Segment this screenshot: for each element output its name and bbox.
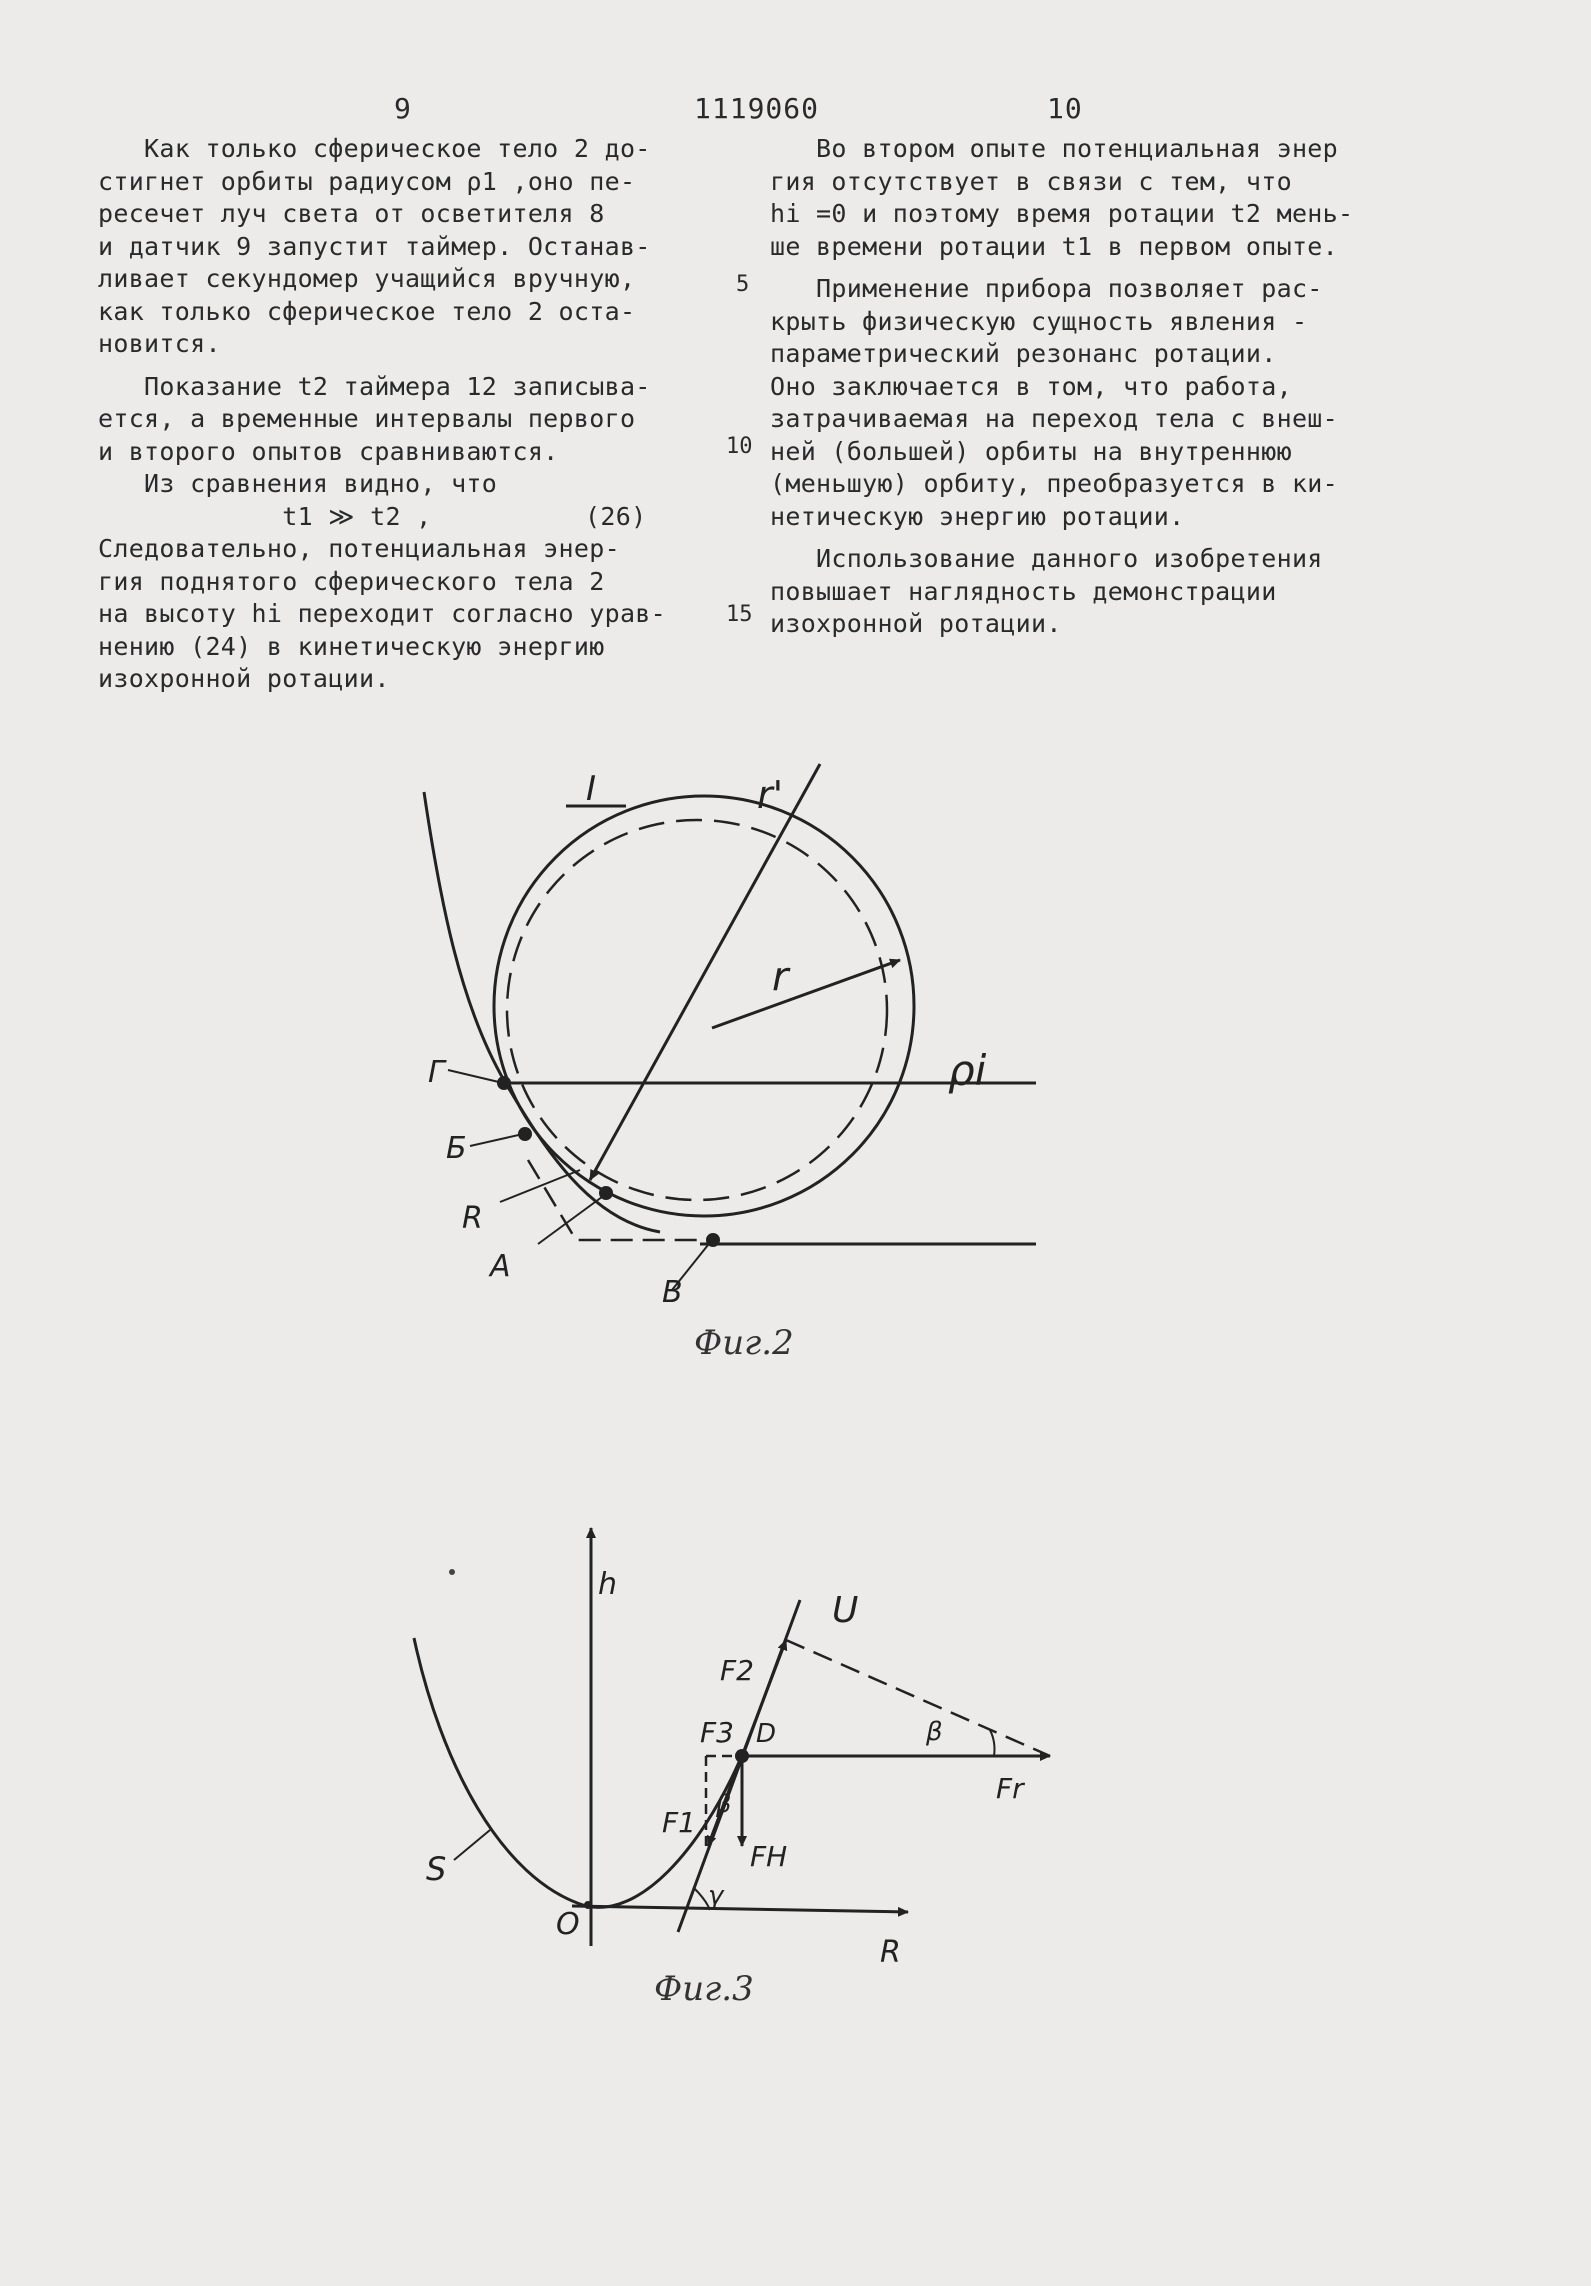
label-F1: F1	[662, 1806, 696, 1839]
text-line: Использование данного изобретения	[770, 544, 1323, 573]
R-axis	[572, 1906, 908, 1912]
label-V: B	[662, 1275, 683, 1310]
text-line: изохронной ротации.	[98, 664, 390, 693]
text-line: новится.	[98, 329, 221, 358]
right-page-number: 10	[1047, 92, 1083, 125]
margin-line-number: 5	[736, 272, 750, 297]
text-line: ше времени ротации t1 в первом опыте.	[770, 231, 1338, 261]
patent-number: 1119060	[694, 92, 820, 125]
text-line: Оно заключается в том, что работа,	[770, 371, 1292, 401]
text-line: параметрический резонанс ротации.	[770, 339, 1277, 368]
text-line: нетическую энергию ротации.	[770, 501, 1185, 531]
label-beta-upper: β	[926, 1717, 943, 1747]
text-line: на высоту hi переходит согласно урав-	[98, 599, 666, 628]
label-R: R	[462, 1201, 483, 1236]
label-F3: F3	[700, 1716, 734, 1749]
point-V	[706, 1233, 720, 1247]
dashed-F2-Fr	[786, 1640, 1050, 1756]
inner-orbit-dashed-circle	[507, 820, 887, 1200]
label-h: h	[598, 1567, 618, 1602]
text-line: и датчик 9 запустит таймер. Останав-	[98, 231, 651, 261]
point-O	[584, 1901, 592, 1909]
figure-3-caption: Фиг.3	[654, 1969, 754, 2009]
label-D: D	[756, 1719, 777, 1749]
radius-arrow	[712, 960, 900, 1028]
text-line: нению (24) в кинетическую энергию	[98, 631, 605, 661]
text-line: Показание t2 таймера 12 записыва-	[98, 371, 651, 401]
left-page-number: 9	[394, 92, 412, 125]
text-line: Применение прибора позволяет рас-	[770, 274, 1323, 303]
text-line: крыть физическую сущность явления -	[770, 306, 1308, 336]
label-Fr: Fr	[996, 1772, 1024, 1805]
label-r: r	[772, 954, 789, 1000]
text-line: hi =0 и поэтому время ротации t2 мень-	[770, 199, 1354, 228]
label-gamma: γ	[708, 1881, 724, 1911]
outer-orbit-circle	[494, 796, 914, 1216]
text-line: Следовательно, потенциальная энер-	[98, 534, 620, 563]
label-G: Г	[428, 1055, 445, 1090]
text-line: изохронной ротации.	[770, 609, 1062, 638]
label-B-cyr: Б	[446, 1131, 467, 1166]
curve-S	[414, 1638, 740, 1907]
label-O: O	[556, 1907, 580, 1942]
label-S: S	[426, 1850, 447, 1888]
margin-line-number: 10	[726, 434, 753, 459]
label-FH: FH	[750, 1840, 788, 1873]
text-line: ливает секундомер учащийся вручную,	[98, 264, 636, 293]
point-G	[497, 1076, 511, 1090]
label-roman-I: I	[586, 769, 597, 809]
figure-2	[424, 764, 1036, 1290]
incoming-trajectory	[424, 792, 660, 1232]
text-line: гия отсутствует в связи с тем, что	[770, 166, 1292, 196]
label-R-axis: R	[880, 1935, 901, 1970]
margin-line-number: 15	[726, 602, 753, 627]
label-r-prime: r'	[757, 773, 784, 817]
point-A	[599, 1186, 613, 1200]
text-line: t1 ≫ t2 , (26)	[98, 501, 647, 531]
text-line: стигнет орбиты радиусом ρ1 ,оно пе-	[98, 166, 636, 196]
figure-2-caption: Фиг.2	[694, 1323, 794, 1363]
text-line: затрачиваемая на переход тела с внеш-	[770, 404, 1338, 433]
label-rho-i: ρi	[948, 1046, 987, 1095]
label-A: A	[490, 1249, 511, 1284]
text-line: Во втором опыте потенциальная энер	[770, 134, 1338, 163]
text-line: ней (большей) орбиты на внутреннюю	[770, 436, 1292, 466]
label-F2: F2	[720, 1654, 754, 1687]
text-line: (меньшую) орбиту, преобразуется в ки-	[770, 469, 1338, 498]
text-line: Как только сферическое тело 2 до-	[98, 134, 651, 163]
label-U: U	[832, 1590, 859, 1631]
text-line: ется, а временные интервалы первого	[98, 404, 636, 433]
text-line: повышает наглядность демонстрации	[770, 576, 1277, 606]
label-beta-lower: β	[716, 1790, 732, 1818]
text-line: как только сферическое тело 2 оста-	[98, 296, 636, 326]
text-line: Из сравнения видно, что	[98, 469, 498, 498]
text-line: и второго опытов сравниваются.	[98, 436, 559, 466]
text-line: ресечет луч света от осветителя 8	[98, 199, 605, 228]
point-B-cyr	[518, 1127, 532, 1141]
point-D	[735, 1749, 749, 1763]
text-line: гия поднятого сферического тела 2	[98, 566, 605, 596]
